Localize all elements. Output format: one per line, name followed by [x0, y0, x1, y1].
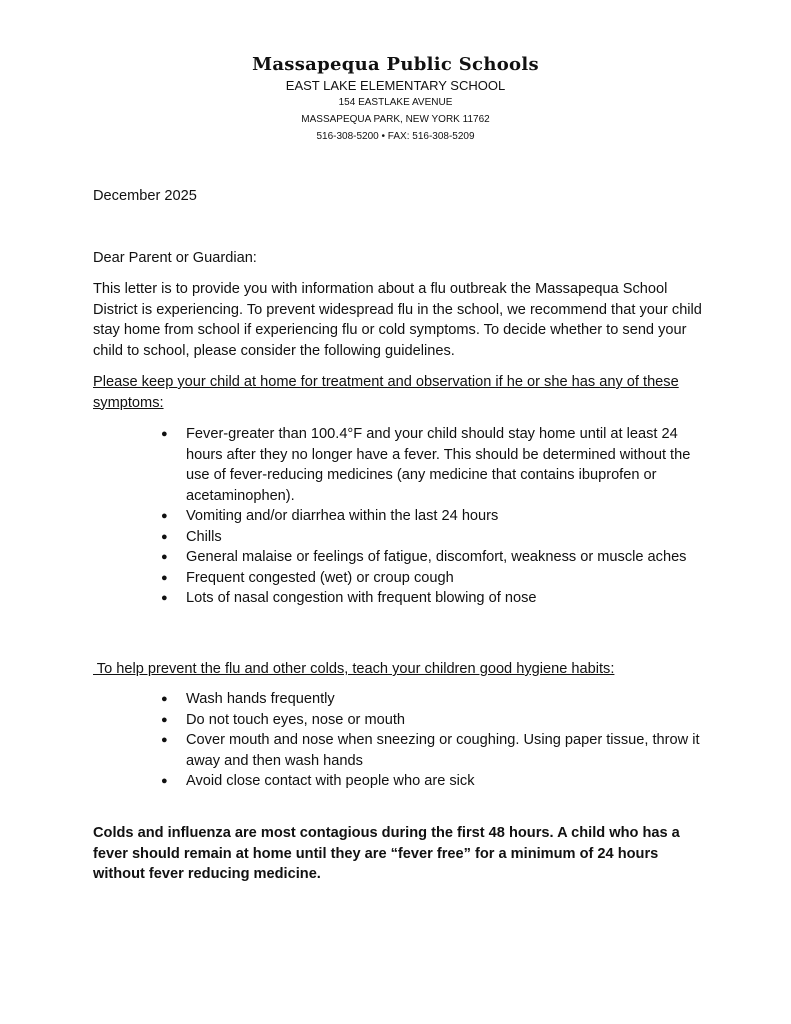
district-logo: Massapequa Public Schools [252, 54, 539, 75]
symptom-item: ● Frequent congested (wet) or croup cough [93, 568, 703, 589]
symptoms-list [93, 424, 703, 609]
letter-date: December 2025 [93, 188, 197, 204]
symptom-item: ● Lots of nasal congestion with frequent blowing of nose [93, 588, 703, 609]
symptom-item: ● Fever-greater than 100.4°F and your child should stay home until at least 24 hours after they no longer have a fever. This should be determined without the use of fever-reducing medicines (any medicine that contains ibuprofen or acetaminophen). [93, 424, 703, 506]
symptom-item: ● Chills [93, 527, 703, 548]
symptom-item: ● General malaise or feelings of fatigue, discomfort, weakness or muscle aches [93, 547, 703, 568]
hygiene-item: ● Cover mouth and nose when sneezing or coughing. Using paper tissue, throw it away and then wash hands [93, 730, 703, 771]
hygiene-item: ● Do not touch eyes, nose or mouth [93, 710, 703, 731]
school-name: EAST LAKE ELEMENTARY SCHOOL [285, 78, 506, 93]
hygiene-heading: To help prevent the flu and other colds, teach your children good hygiene habits: [93, 661, 615, 677]
intro-paragraph: This letter is to provide you with information about a flu outbreak the Massapequa School District is experiencing. To prevent widespread flu in the school, we recommend that your child stay home from school if experiencing flu or cold symptoms. To decide whether to send your child to school, please consider the following guidelines. [93, 281, 702, 359]
phone-fax: 516-308-5200 • FAX: 516-308-5209 [316, 131, 475, 142]
hygiene-item: ● Avoid close contact with people who are sick [93, 771, 703, 792]
hygiene-list [93, 689, 703, 792]
hygiene-item: ● Wash hands frequently [93, 689, 703, 710]
closing-paragraph: Colds and influenza are most contagious during the first 48 hours. A child who has a fever should remain at home until they are “fever free” for a minimum of 24 hours without fever reducing medicine. [93, 825, 680, 882]
address-line-1: 154 EASTLAKE AVENUE [338, 97, 453, 108]
symptoms-heading: Please keep your child at home for treatment and observation if he or she has any of these symptoms: [93, 374, 679, 411]
address-line-2: MASSAPEQUA PARK, NEW YORK 11762 [301, 114, 490, 125]
salutation: Dear Parent or Guardian: [93, 250, 257, 266]
letterhead [0, 54, 791, 145]
symptom-item: ● Vomiting and/or diarrhea within the last 24 hours [93, 506, 703, 527]
